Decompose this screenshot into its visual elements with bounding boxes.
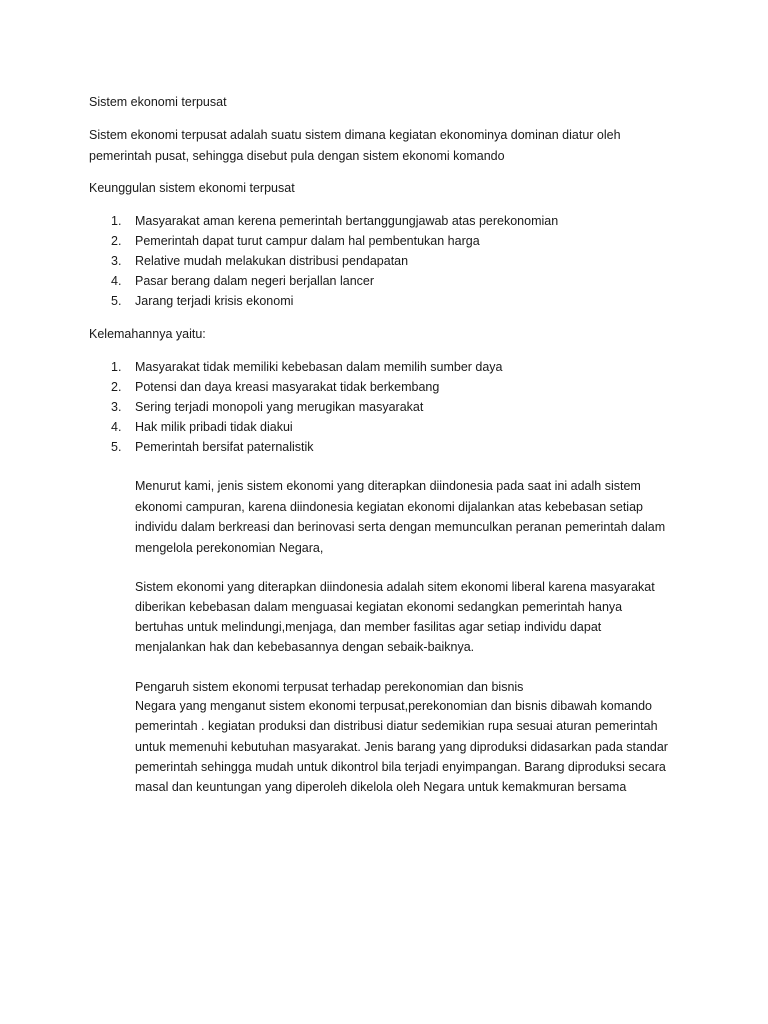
list-number: 5. (111, 294, 122, 308)
list-number: 1. (111, 360, 122, 374)
intro-line: pemerintah pusat, sehingga disebut pula dengan sistem ekonomi komando (89, 149, 505, 163)
list-item: Hak milik pribadi tidak diakui (135, 420, 293, 434)
paragraph-line: untuk memenuhi kebutuhan masyarakat. Jenis barang yang diproduksi didasarkan pada standar (135, 740, 668, 754)
paragraph-line: masal dan keuntungan yang diperoleh dikelola oleh Negara untuk kemakmuran bersama (135, 780, 627, 794)
paragraph-line: pemerintah . kegiatan produksi dan distribusi diatur sedemikian rupa sesuai aturan pemerintah (135, 719, 658, 733)
advantages-heading: Keunggulan sistem ekonomi terpusat (89, 181, 295, 195)
list-item: Sering terjadi monopoli yang merugikan masyarakat (135, 400, 424, 414)
list-item: Potensi dan daya kreasi masyarakat tidak berkembang (135, 380, 440, 394)
list-number: 1. (111, 214, 122, 228)
paragraph-line: individu dalam berkreasi dan berinovasi serta dengan memunculkan peranan pemerintah dalam (135, 520, 666, 534)
list-number: 5. (111, 440, 122, 454)
paragraph-line: menjalankan hak dan kebebasannya dengan sebaik-baiknya. (135, 640, 475, 654)
list-number: 4. (111, 274, 122, 288)
paragraph-heading: Pengaruh sistem ekonomi terpusat terhadap perekonomian dan bisnis (135, 680, 524, 694)
list-item: Masyarakat tidak memiliki kebebasan dalam memilih sumber daya (135, 360, 503, 374)
paragraph-line: Negara yang menganut sistem ekonomi terpusat,perekonomian dan bisnis dibawah komando (135, 699, 652, 713)
document-title: Sistem ekonomi terpusat (89, 95, 227, 109)
intro-line: Sistem ekonomi terpusat adalah suatu sistem dimana kegiatan ekonominya dominan diatur oleh (89, 128, 621, 142)
list-number: 3. (111, 254, 122, 268)
paragraph-line: bertuhas untuk melindungi,menjaga, dan member fasilitas agar setiap individu dapat (135, 620, 602, 634)
weaknesses-heading: Kelemahannya yaitu: (89, 327, 206, 341)
list-item: Pemerintah dapat turut campur dalam hal pembentukan harga (135, 234, 480, 248)
paragraph-line: mengelola perekonomian Negara, (135, 541, 324, 555)
list-item: Jarang terjadi krisis ekonomi (135, 294, 294, 308)
paragraph-line: diberikan kebebasan dalam menguasai kegiatan ekonomi sedangkan pemerintah hanya (135, 600, 623, 614)
paragraph-line: pemerintah sehingga mudah untuk dikontrol bila terjadi enyimpangan. Barang diproduksi secara (135, 760, 666, 774)
list-number: 2. (111, 234, 122, 248)
list-number: 2. (111, 380, 122, 394)
list-item: Pemerintah bersifat paternalistik (135, 440, 314, 454)
list-number: 4. (111, 420, 122, 434)
paragraph-line: Sistem ekonomi yang diterapkan diindonesia adalah sitem ekonomi liberal karena masyarakat (135, 580, 655, 594)
list-item: Masyarakat aman kerena pemerintah bertanggungjawab atas perekonomian (135, 214, 559, 228)
list-item: Relative mudah melakukan distribusi pendapatan (135, 254, 409, 268)
paragraph-line: ekonomi campuran, karena diindonesia kegiatan ekonomi dijalankan atas kebebasan setiap (135, 500, 643, 514)
list-number: 3. (111, 400, 122, 414)
list-item: Pasar berang dalam negeri berjallan lancer (135, 274, 375, 288)
paragraph-line: Menurut kami, jenis sistem ekonomi yang diterapkan diindonesia pada saat ini adalh sistem (135, 479, 641, 493)
